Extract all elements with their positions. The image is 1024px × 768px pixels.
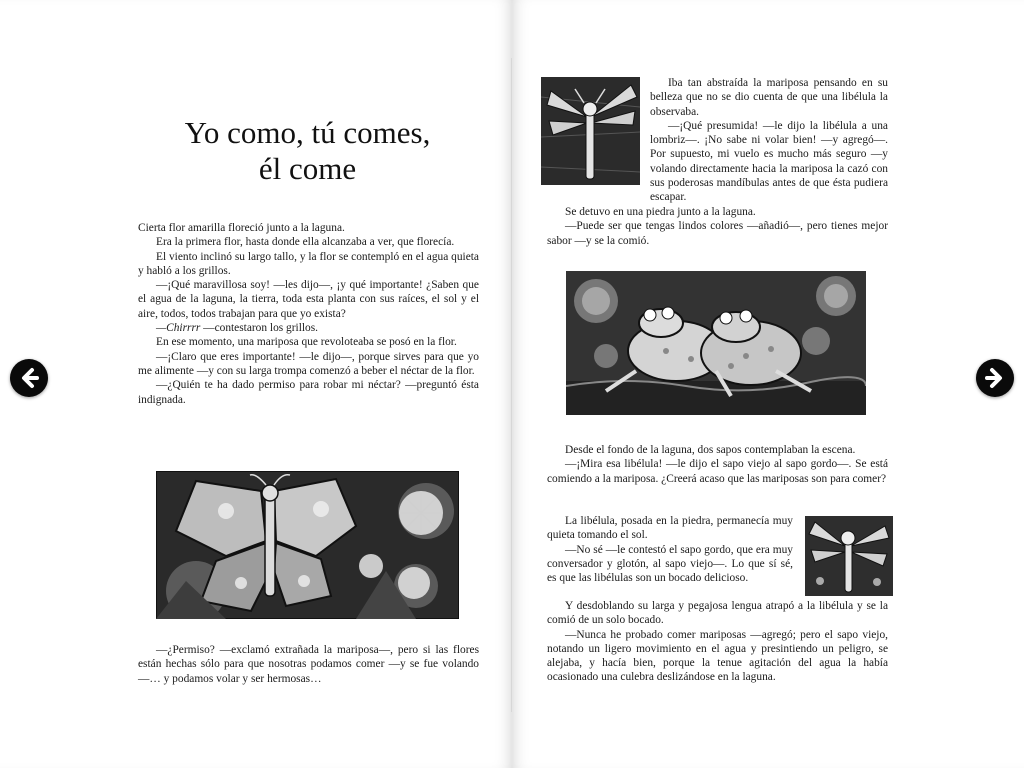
frogs-illustration: [566, 271, 866, 415]
paragraph: Iba tan abstraída la mariposa pensando en su belleza que no se dio cuenta de que una libélula la observaba.: [650, 77, 888, 118]
paragraph: —¿Quién te ha dado permiso para robar mi néctar? —preguntó ésta indignada.: [138, 379, 479, 406]
title-line-2: él come: [258, 151, 357, 186]
paragraph: —Nunca he probado comer mariposas —agregó; pero el sapo viejo, notando un ligero movimiento en el agua y presintiendo un peligro, se alejaba, y hacía bien, porque la tenue agitación del agua la había ocasionado una culebra deslizándose en la laguna.: [547, 628, 888, 684]
paragraph: En ese momento, una mariposa que revoloteaba se posó en la flor.: [156, 336, 457, 349]
story-title: [140, 115, 475, 187]
left-text-top: [138, 221, 479, 407]
paragraph: —¡Qué maravillosa soy! —les dijo—, ¡y qué importante! ¿Saben que el agua de la laguna, la tierra, toda esta planta con sus raíces, el sol y el aire, todos, todos trabajan para que yo exista?: [138, 279, 479, 320]
left-text-bottom: [138, 643, 479, 686]
chirp-italic: —Chirrrr: [156, 322, 201, 335]
dragonfly-illustration-top: [541, 77, 640, 185]
right-text-top: [547, 205, 888, 248]
paragraph: Era la primera flor, hasta donde ella alcanzaba a ver, que florecía.: [156, 236, 455, 249]
chirp-rest: —contestaron los grillos.: [200, 322, 319, 335]
right-text-bottom: [547, 599, 888, 685]
previous-page-button[interactable]: [10, 359, 48, 397]
right-text-middle: [547, 443, 888, 486]
paragraph: —¡Claro que eres importante! —le dijo—, porque sirves para que yo me alimente —y con su larga trompa comenzó a beber el néctar de la flor.: [138, 350, 479, 377]
arrow-left-icon: [10, 359, 48, 397]
title-line-1: Yo como, tú comes,: [184, 115, 431, 150]
paragraph: —Puede ser que tengas lindos colores —añadió—, pero tienes mejor sabor —y se la comió.: [547, 220, 888, 247]
paragraph: —No sé —le contestó el sapo gordo, que era muy conversador y glotón, al sapo viejo—. Lo que sí sé, es que las libélulas son un bocado delicioso.: [547, 543, 793, 585]
next-page-button[interactable]: [976, 359, 1014, 397]
arrow-right-icon: [976, 359, 1014, 397]
right-text-wrap-1: [650, 76, 888, 205]
paragraph: —¡Mira esa libélula! —le dijo el sapo viejo al sapo gordo—. Se está comiendo a la mariposa. ¿Creerá acaso que las mariposas son para comer?: [547, 458, 888, 485]
paragraph: El viento inclinó su largo tallo, y la flor se contempló en el agua quieta y habló a los grillos.: [138, 250, 479, 277]
paragraph: La libélula, posada en la piedra, permanecía muy quieta tomando el sol.: [547, 515, 793, 542]
paragraph: —¡Qué presumida! —le dijo la libélula a una lombriz—. ¡No sabe ni volar bien! —y agregó—. Por supuesto, mi vuelo es mucho más seguro —y volando directamente hacia la mariposa la cazó con sus poderosas mandíbulas antes de que ésta pudiera escapar.: [650, 119, 888, 204]
right-page: [512, 0, 1024, 768]
paragraph: Y desdoblando su larga y pegajosa lengua atrapó a la libélula y se la comió de un solo bocado.: [547, 600, 888, 627]
paragraph: [138, 321, 479, 335]
paragraph: Desde el fondo de la laguna, dos sapos contemplaban la escena.: [565, 444, 856, 456]
dragonfly-illustration-small: [805, 516, 893, 596]
butterfly-illustration: [156, 471, 459, 619]
paragraph: —¿Permiso? —exclamó extrañada la mariposa—, pero si las flores están hechas sólo para que nosotras podamos comer —y se fue volando—… y podamos volar y ser hermosas…: [138, 644, 479, 685]
paragraph: Se detuvo en una piedra junto a la laguna.: [565, 206, 756, 218]
paragraph: Cierta flor amarilla floreció junto a la laguna.: [138, 222, 345, 234]
right-text-wrap-2: [547, 514, 793, 585]
